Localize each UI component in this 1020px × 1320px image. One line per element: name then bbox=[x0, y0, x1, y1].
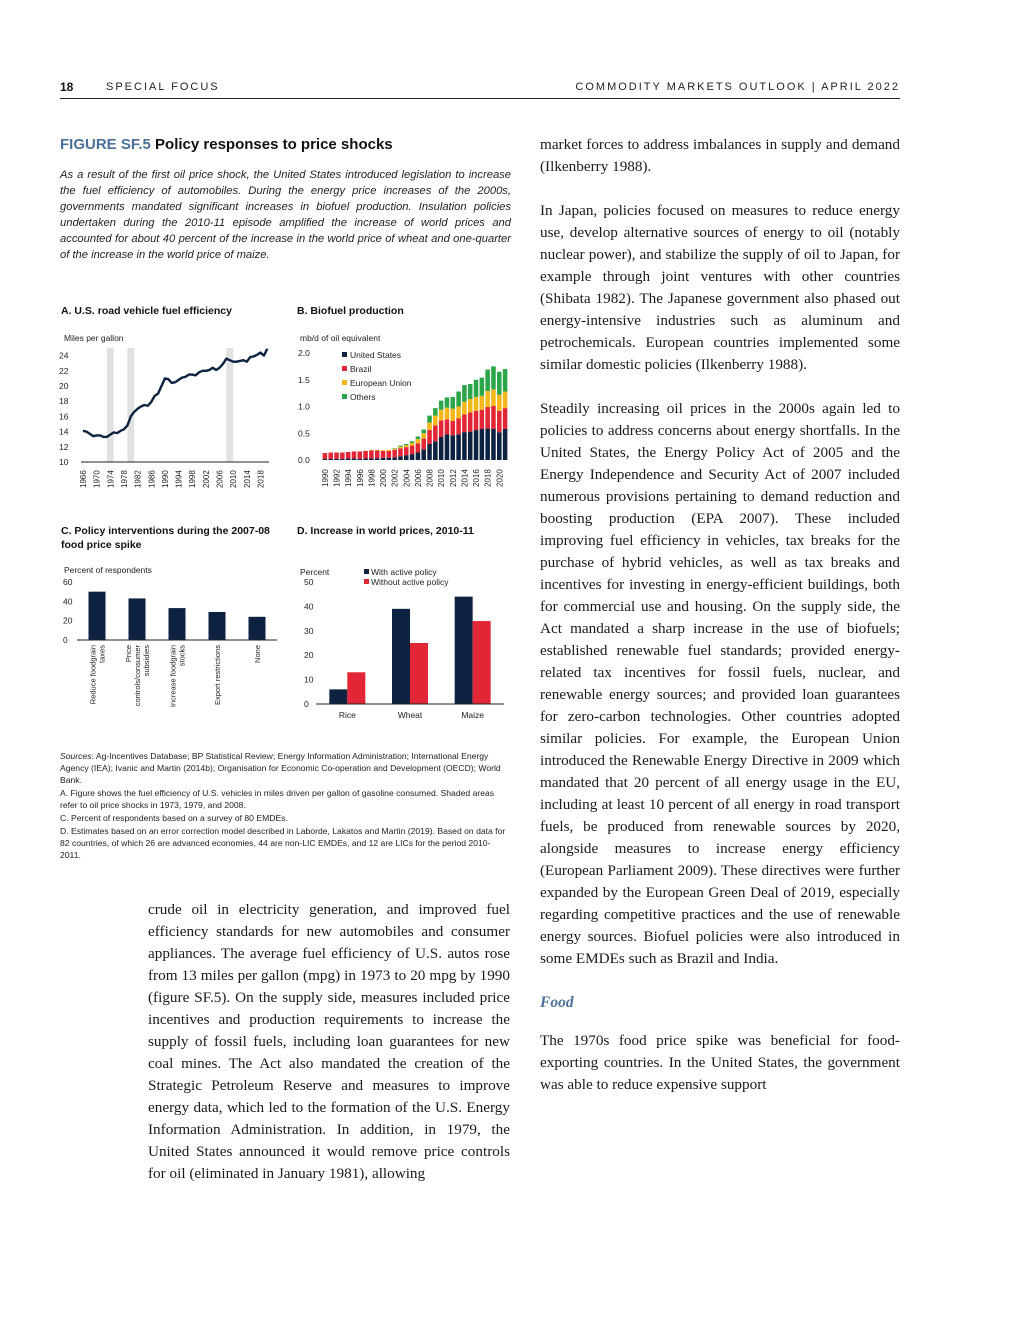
bar-segment bbox=[334, 459, 339, 460]
bar-segment bbox=[462, 415, 467, 433]
y-tick: 0.5 bbox=[298, 428, 310, 439]
bar-segment bbox=[439, 420, 444, 437]
bar-segment bbox=[503, 392, 508, 409]
panel-a-title: A. U.S. road vehicle fuel efficiency bbox=[61, 305, 232, 317]
bar-segment bbox=[369, 458, 374, 460]
chart-a-fuel-efficiency bbox=[55, 340, 285, 490]
bar-segment bbox=[433, 425, 438, 441]
x-tick: 1986 bbox=[147, 470, 157, 488]
y-tick: 14 bbox=[59, 426, 69, 437]
bar-segment bbox=[369, 450, 374, 458]
panel-a-ylabel: Miles per gallon bbox=[64, 333, 124, 343]
bar-segment bbox=[462, 385, 467, 402]
y-tick: 20 bbox=[63, 615, 73, 626]
category-label: None bbox=[253, 645, 262, 663]
x-tick: 2010 bbox=[437, 469, 447, 487]
bar-segment bbox=[474, 397, 479, 411]
category-label: Rice bbox=[338, 710, 356, 720]
body-paragraph: In Japan, policies focused on measures to reduce energy use, develop alternative sources of energy to oil (notably nuclear power), and stabilize the supply of oil to Japan, for example through joint ventures with other countries (Shibata 1982). The Japanese government also phased out energy-intensive industries such as aluminum and petrochemicals. European countries implemented some similar domestic policies (Ilkenberry 1988). bbox=[540, 202, 900, 373]
panel-d-title: D. Increase in world prices, 2010-11 bbox=[297, 525, 474, 537]
bar-segment bbox=[363, 458, 368, 460]
legend-swatch bbox=[342, 352, 347, 357]
bar-segment bbox=[421, 449, 426, 460]
bar-segment bbox=[468, 412, 473, 431]
legend-swatch bbox=[364, 569, 369, 574]
bar-segment bbox=[480, 410, 485, 429]
bar-segment bbox=[375, 450, 380, 458]
x-tick: 2002 bbox=[390, 469, 400, 487]
bar bbox=[347, 672, 365, 704]
y-tick: 2.0 bbox=[298, 348, 310, 358]
y-tick: 20 bbox=[304, 650, 314, 661]
x-tick: 1998 bbox=[188, 470, 198, 488]
bar-segment bbox=[462, 402, 467, 415]
bar-segment bbox=[421, 439, 426, 450]
bar-segment bbox=[427, 430, 432, 444]
y-tick: 18 bbox=[59, 396, 69, 407]
sources-note: Sources: Ag-Incentives Database; BP Statistical Review; Energy Information Administration; International Energy Agency (IEA); Ivanic and Martin (2014b); Organisation for Economic Co-operation and Development (OECD); World Bank. bbox=[60, 751, 501, 785]
bar-segment bbox=[369, 450, 374, 451]
bar-segment bbox=[456, 392, 461, 407]
y-tick: 10 bbox=[304, 674, 314, 685]
bar-segment bbox=[340, 453, 345, 459]
y-tick: 40 bbox=[304, 601, 314, 612]
bar-segment bbox=[451, 421, 456, 435]
category-label: Reduce foodgrain bbox=[88, 645, 98, 705]
body-right-column bbox=[540, 134, 900, 1118]
bar-segment bbox=[497, 395, 502, 411]
category-label: taxes bbox=[97, 645, 107, 663]
x-tick: 2000 bbox=[379, 469, 389, 487]
panel-b-title: B. Biofuel production bbox=[297, 305, 404, 317]
bar-segment bbox=[404, 445, 409, 447]
body-paragraph: market forces to address imbalances in supply and demand (Ilkenberry 1988). bbox=[540, 136, 900, 175]
bar bbox=[209, 612, 226, 640]
panel-d-ylabel: Percent bbox=[300, 567, 330, 577]
panel-b-ylabel: mb/d of oil equivalent bbox=[300, 333, 381, 343]
bar-segment bbox=[445, 397, 450, 407]
bar-segment bbox=[485, 407, 490, 428]
x-tick: 2014 bbox=[460, 469, 470, 487]
chart-c-policy-interventions bbox=[55, 572, 285, 722]
x-tick: 2004 bbox=[402, 469, 412, 487]
legend-label: With active policy bbox=[371, 567, 437, 577]
panel-c-title: C. Policy interventions during the 2007-08 food price spike bbox=[61, 525, 270, 551]
legend-swatch bbox=[364, 579, 369, 584]
bar-segment bbox=[421, 433, 426, 438]
bar-segment bbox=[352, 451, 357, 458]
bar-segment bbox=[381, 451, 386, 458]
bar-segment bbox=[410, 441, 415, 443]
legend-swatch bbox=[342, 380, 347, 385]
y-tick: 1.5 bbox=[298, 374, 310, 385]
y-tick: 30 bbox=[304, 625, 314, 636]
x-tick: 2010 bbox=[229, 470, 239, 488]
category-label: Price bbox=[124, 645, 133, 663]
bar-segment bbox=[491, 366, 496, 389]
x-tick: 2018 bbox=[256, 470, 266, 488]
bar-segment bbox=[427, 416, 432, 423]
bar-segment bbox=[445, 434, 450, 460]
bar-segment bbox=[352, 458, 357, 460]
bar-segment bbox=[427, 423, 432, 430]
bar bbox=[473, 621, 491, 704]
x-tick: 2016 bbox=[472, 469, 482, 487]
x-tick: 2020 bbox=[495, 469, 505, 487]
bar-segment bbox=[381, 458, 386, 460]
x-tick: 2006 bbox=[215, 470, 225, 488]
bar-segment bbox=[358, 451, 363, 458]
figure-title-text: Policy responses to price shocks bbox=[155, 136, 393, 153]
body-left-column bbox=[148, 899, 510, 1207]
bar-segment bbox=[439, 410, 444, 421]
y-tick: 0 bbox=[304, 699, 309, 709]
bar bbox=[410, 643, 428, 704]
bar-segment bbox=[491, 389, 496, 406]
bar-segment bbox=[468, 399, 473, 412]
chart-b-biofuel-production bbox=[290, 340, 520, 490]
bar-segment bbox=[497, 372, 502, 395]
bar bbox=[455, 597, 473, 704]
bar-segment bbox=[456, 434, 461, 460]
sources-label: Sources bbox=[60, 751, 92, 761]
category-label: stocks bbox=[177, 645, 187, 667]
bar-segment bbox=[346, 458, 351, 460]
bar bbox=[249, 617, 266, 640]
bar-segment bbox=[456, 407, 461, 419]
bar-segment bbox=[398, 448, 403, 456]
section-subheading: Food bbox=[540, 994, 574, 1011]
x-tick: 1992 bbox=[332, 469, 342, 487]
bar-segment bbox=[410, 443, 415, 446]
bar-segment bbox=[410, 454, 415, 460]
bar-segment bbox=[480, 378, 485, 396]
bar-segment bbox=[474, 411, 479, 430]
body-paragraph: crude oil in electricity generation, and improved fuel efficiency standards for new automobiles and consumer appliances. The average fuel efficiency of U.S. autos rose from 13 miles per gallon (mpg) in 1973 to 20 mpg by 1990 (figure SF.5). On the supply side, measures included price incentives and production requirements to increase the supply of fossil fuels, including loan guarantees for new coal mines. The Act also mandated the creation of the Strategic Petroleum Reserve and measures to improve energy data, which led to the formation of the U.S. Energy Information Administration. In addition, in 1979, the United States announced it would remove price controls for oil (eliminated in January 1981), allowing bbox=[148, 901, 510, 1182]
bar-segment bbox=[480, 396, 485, 410]
bar-segment bbox=[398, 446, 403, 447]
bar-segment bbox=[375, 450, 380, 451]
y-tick: 16 bbox=[59, 411, 69, 422]
note-c: C. Percent of respondents based on a survey of 80 EMDEs. bbox=[60, 813, 288, 823]
page-header bbox=[60, 78, 900, 99]
x-tick: 2006 bbox=[413, 469, 423, 487]
bar-segment bbox=[462, 432, 467, 460]
shaded-period bbox=[127, 348, 134, 462]
bar-segment bbox=[445, 419, 450, 434]
y-tick: 20 bbox=[59, 381, 69, 391]
x-tick: 1996 bbox=[355, 469, 365, 487]
bar-segment bbox=[433, 441, 438, 460]
bar-segment bbox=[363, 451, 368, 458]
page-number: 18 bbox=[60, 80, 74, 94]
bar-segment bbox=[491, 429, 496, 460]
bar-segment bbox=[485, 370, 490, 391]
y-tick: 10 bbox=[59, 457, 69, 467]
x-tick: 2018 bbox=[483, 469, 493, 487]
category-label: Export restrictions bbox=[213, 645, 222, 706]
bar-segment bbox=[503, 408, 508, 429]
publication-title: COMMODITY MARKETS OUTLOOK | APRIL 2022 bbox=[575, 81, 900, 93]
bar-segment bbox=[451, 435, 456, 460]
bar-segment bbox=[398, 456, 403, 460]
x-tick: 1990 bbox=[320, 469, 330, 487]
bar-segment bbox=[451, 409, 456, 421]
bar-segment bbox=[416, 443, 421, 452]
note-d: D. Estimates based on an error correction model described in Laborde, Lakatos and Martin (2019). Based on data for 82 countries, of which 26 are advanced economies, 44 are non-LIC EMDEs, and 12 are LICs for the period 2010-2011. bbox=[60, 826, 506, 860]
bar-segment bbox=[497, 432, 502, 460]
bar-segment bbox=[503, 369, 508, 391]
y-tick: 22 bbox=[59, 365, 69, 376]
figure-notes bbox=[60, 750, 510, 862]
figure-subtitle: As a result of the first oil price shock, the United States introduced legislation to increase the fuel efficiency of automobiles. During the energy price increases of the 2000s, governments mandated significant increases in biofuel production. Insulation policies undertaken during the 2010-11 episode amplified the increase of world prices and accounted for about 40 percent of the increase in the world price of wheat and one-quarter of the increase in the world price of maize. bbox=[60, 169, 511, 261]
bar-segment bbox=[392, 450, 397, 457]
bar-segment bbox=[416, 453, 421, 460]
bar-segment bbox=[439, 401, 444, 410]
category-label: Wheat bbox=[397, 710, 423, 720]
figure-label: FIGURE SF.5 bbox=[60, 136, 151, 153]
bar-segment bbox=[433, 416, 438, 426]
bar-segment bbox=[445, 408, 450, 420]
y-tick: 0.0 bbox=[298, 455, 310, 465]
bar-segment bbox=[503, 429, 508, 460]
shaded-period bbox=[226, 348, 233, 462]
x-tick: 2014 bbox=[242, 470, 252, 488]
section-label: SPECIAL FOCUS bbox=[106, 81, 220, 93]
legend-swatch bbox=[342, 366, 347, 371]
bar-segment bbox=[474, 430, 479, 460]
bar-segment bbox=[468, 432, 473, 460]
x-tick: 1966 bbox=[79, 470, 88, 488]
legend-label: European Union bbox=[350, 378, 412, 388]
bar-segment bbox=[387, 451, 392, 458]
y-tick: 60 bbox=[63, 577, 73, 587]
category-label: Maize bbox=[461, 710, 485, 720]
bar-segment bbox=[456, 418, 461, 434]
bar-segment bbox=[323, 453, 328, 459]
shaded-period bbox=[107, 348, 114, 462]
body-paragraph: The 1970s food price spike was beneficial for food-exporting countries. In the United States, the government was able to reduce expensive support bbox=[540, 1032, 900, 1093]
y-tick: 0 bbox=[63, 635, 68, 645]
bar bbox=[89, 592, 106, 640]
category-label: controls/consumer bbox=[133, 645, 142, 707]
category-label: Increase foodgrain bbox=[168, 645, 178, 708]
bar-segment bbox=[375, 458, 380, 460]
x-tick: 1970 bbox=[92, 470, 102, 488]
x-tick: 2012 bbox=[448, 469, 458, 487]
bar-segment bbox=[340, 459, 345, 460]
bar-segment bbox=[485, 391, 490, 407]
x-tick: 1978 bbox=[119, 470, 129, 488]
category-label: subsidies bbox=[142, 645, 151, 677]
x-tick: 2008 bbox=[425, 469, 435, 487]
legend-label: United States bbox=[350, 350, 402, 360]
bar-segment bbox=[439, 437, 444, 460]
x-tick: 1974 bbox=[106, 470, 116, 488]
legend-label: Brazil bbox=[350, 364, 372, 374]
bar-segment bbox=[480, 429, 485, 460]
panel-c-ylabel: Percent of respondents bbox=[64, 565, 152, 575]
body-paragraph: Steadily increasing oil prices in the 2000s again led to policies to address concerns about energy shortfalls. In the United States, the Energy Policy Act of 2005 and the Energy Independence and Security Act of 2007 included numerous provisions pertaining to demand reduction and boosting production (EPA 2007). These included improving fuel efficiency in vehicles, tax breaks for the purchase of hybrid vehicles, as well as tax breaks and incentives for investing in energy-efficient buildings, both for commercial use and housing. On the supply side, the Act mandated a sharp increase in the use of biofuels; established renewable fuel standards; provided energy-related tax incentives for fossil fuels, nuclear, and renewable energy sources; and provided loan guarantees for zero-carbon technologies. Other countries adopted similar policies. For example, the European Union introduced the Renewable Energy Directive in 2009 which mandated that 20 percent of all energy usage in the EU, including at least 10 percent of all energy in road transport fuels, be produced from renewable sources by 2020, alongside measures to increase energy efficiency (European Parliament 2009). These directives were further expanded by the European Green Deal of 2019, especially regarding competitive practices and the use of renewable energy sources. Biofuel policies were also introduced in some EMDEs such as Brazil and India. bbox=[540, 400, 900, 967]
bar bbox=[329, 689, 347, 704]
y-tick: 24 bbox=[59, 350, 69, 361]
bar-segment bbox=[485, 428, 490, 460]
bar-segment bbox=[474, 380, 479, 397]
bar-segment bbox=[398, 447, 403, 449]
bar-segment bbox=[433, 408, 438, 415]
bar-segment bbox=[323, 459, 328, 460]
legend-swatch bbox=[342, 394, 347, 399]
bar-segment bbox=[387, 450, 392, 451]
bar-segment bbox=[416, 439, 421, 443]
bar bbox=[129, 598, 146, 640]
legend-label: Others bbox=[350, 392, 376, 402]
chart-d-world-prices bbox=[290, 565, 520, 725]
bar bbox=[169, 608, 186, 640]
bar-segment bbox=[334, 453, 339, 459]
bar-segment bbox=[491, 406, 496, 429]
x-tick: 2002 bbox=[201, 470, 211, 488]
bar-segment bbox=[468, 384, 473, 399]
bar bbox=[392, 609, 410, 704]
x-tick: 1994 bbox=[174, 470, 184, 488]
bar-segment bbox=[392, 448, 397, 449]
bar-segment bbox=[410, 446, 415, 455]
bar-segment bbox=[497, 411, 502, 432]
x-tick: 1990 bbox=[160, 470, 170, 488]
bar-segment bbox=[387, 458, 392, 460]
y-tick: 40 bbox=[63, 596, 73, 607]
bar-segment bbox=[381, 450, 386, 451]
y-tick: 12 bbox=[59, 441, 69, 452]
bar-segment bbox=[416, 436, 421, 439]
bar-segment bbox=[404, 455, 409, 460]
y-tick: 1.0 bbox=[298, 401, 310, 412]
bar-segment bbox=[346, 452, 351, 458]
bar-segment bbox=[421, 430, 426, 434]
bar-segment bbox=[427, 444, 432, 460]
y-tick: 50 bbox=[304, 577, 314, 587]
legend-label: Without active policy bbox=[371, 577, 449, 587]
bar-segment bbox=[358, 459, 363, 460]
bar-segment bbox=[404, 444, 409, 445]
bar-segment bbox=[328, 459, 333, 460]
x-tick: 1994 bbox=[344, 469, 354, 487]
bar-segment bbox=[328, 453, 333, 459]
x-tick: 1982 bbox=[133, 470, 143, 488]
bar-segment bbox=[404, 447, 409, 455]
bar-segment bbox=[392, 457, 397, 460]
figure-title bbox=[60, 136, 393, 153]
bar-segment bbox=[392, 449, 397, 450]
note-a: A. Figure shows the fuel efficiency of U.S. vehicles in miles driven per gallon of gasoline consumed. Shaded areas refer to oil price shocks in 1973, 1979, and 2008. bbox=[60, 788, 495, 810]
bar-segment bbox=[451, 397, 456, 409]
x-tick: 1998 bbox=[367, 469, 377, 487]
